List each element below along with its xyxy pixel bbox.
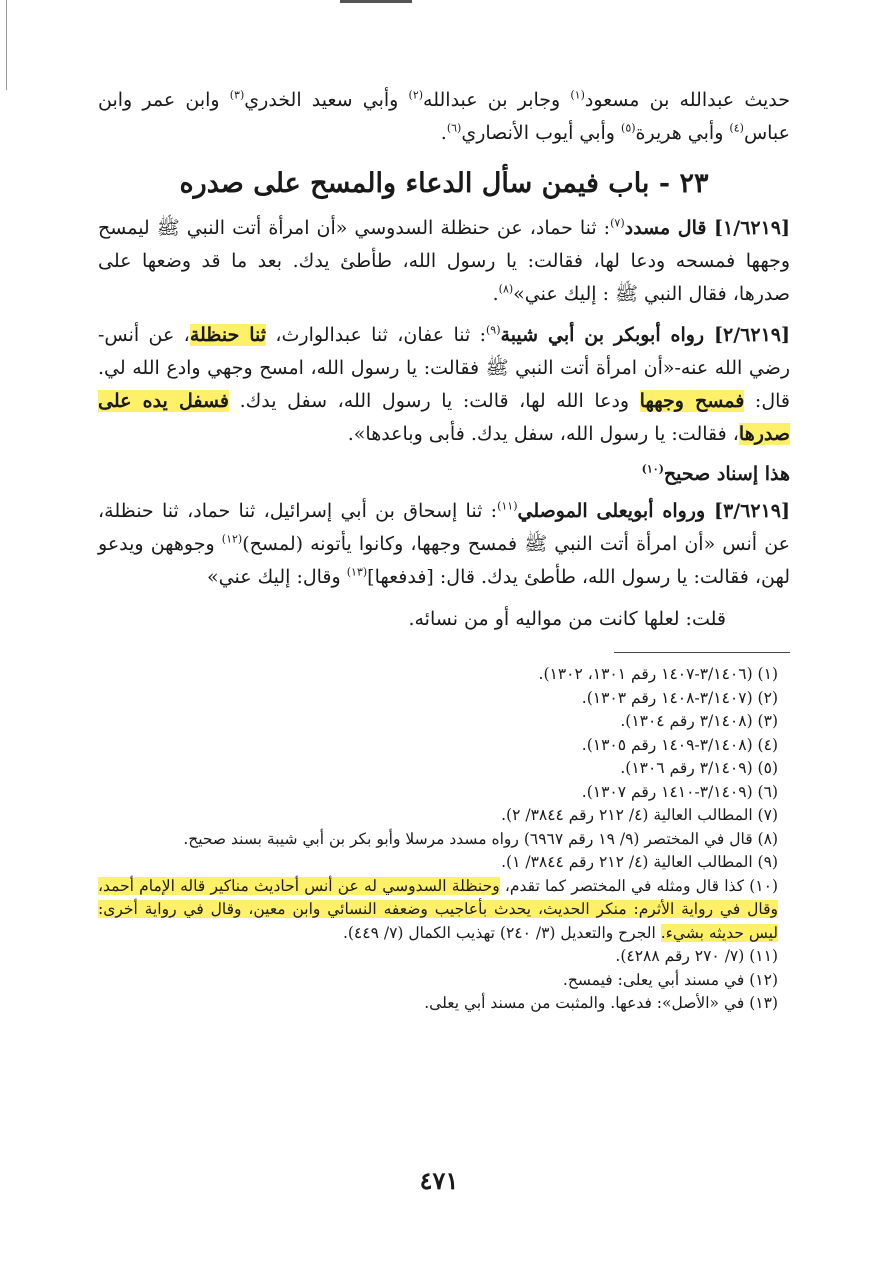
hadith-2: [٢/٦٢١٩] رواه أبوبكر بن أبي شيبة$^{(٩)}$: ثنا عفان، ثنا عبدالوارث، ثنا حنظلة، عن أنس- رضي الله عنه-«أن امرأة أتت النبي ﷺ فقالت: يا رسول الله، امسح وجهي وادع الله لي. قال: فمسح وجهها ودعا الله لها، قالت: يا رسول الله، سفل يدك. فسفل يده على صدرها، فقالت: يا رسول الله، سفل يدك. فأبى وباعدها».	[98, 323, 790, 445]
footnote: (١) (٣/١٤٠٦-١٤٠٧ رقم ١٣٠١، ١٣٠٢).	[538, 665, 778, 683]
chapter-title: ٢٣ - باب فيمن سأل الدعاء والمسح على صدره	[179, 168, 709, 199]
highlight: وحنظلة السدوسي له عن أنس أحاديث مناكير قاله الإمام أحمد، وقال في رواية الأثرم: منكر الحديث، يحدث بأعاجيب وضعفه النسائي وابن معين، وقال في رواية أخرى: ليس حديثه بشيء.	[98, 876, 778, 942]
author-comment: قلت: لعلها كانت من مواليه أو من نسائه.	[408, 608, 726, 630]
hadith-source: قال مسدد	[624, 217, 715, 239]
hadith-source: ورواه أبويعلى الموصلي	[517, 500, 715, 522]
footnote: (١٢) في مسند أبي يعلى: فيمسح.	[562, 970, 778, 989]
footnote: (٢) (٣/١٤٠٧-١٤٠٨ رقم ١٣٠٣).	[581, 688, 778, 707]
footnote: (٩) المطالب العالية (٤/ ٢١٢ رقم ٣٨٤٤/ ١).	[501, 853, 778, 871]
footnote: (٥) (٣/١٤٠٩ رقم ١٣٠٦).	[620, 759, 778, 777]
highlight: فمسح وجهها	[639, 390, 745, 412]
footnote: (٣) (٣/١٤٠٨ رقم ١٣٠٤).	[620, 712, 778, 730]
footnote: (٧) المطالب العالية (٤/ ٢١٢ رقم ٣٨٤٤/ ٢).	[501, 806, 778, 824]
footnote: (٦) (٣/١٤٠٩-١٤١٠ رقم ١٣٠٧).	[581, 782, 778, 801]
hadith-number: [٣/٦٢١٩]	[714, 500, 790, 522]
footnote-separator	[614, 652, 790, 653]
footnote: (٤) (٣/١٤٠٨-١٤٠٩ رقم ١٣٠٥).	[581, 735, 778, 754]
page-number: ٤٧١	[419, 1166, 459, 1195]
footnote-10: (١٠) كذا قال ومثله في المختصر كما تقدم، وحنظلة السدوسي له عن أنس أحاديث مناكير قاله الإمام أحمد، وقال في رواية الأثرم: منكر الحديث، يحدث بأعاجيب وضعفه النسائي وابن معين، وقال في رواية أخرى: ليس حديثه بشيء. الجرح والتعديل (٣/ ٢٤٠) تهذيب الكمال (٧/ ٤٤٩).	[98, 876, 778, 942]
left-margin-line	[6, 0, 7, 90]
isnad-verdict: هذا إسناد صحيح$^{(١٠)}$	[641, 462, 790, 485]
footnote: (١١) (٧/ ٢٧٠ رقم ٤٢٨٨).	[615, 947, 778, 965]
footnote: (١٣) في «الأصل»: فدعها. والمثبت من مسند أبي يعلى.	[424, 994, 778, 1012]
intro-paragraph: حديث عبدالله بن مسعود$^{(١)}$ وجابر بن عبدالله$^{(٢)}$ وأبي سعيد الخدري$^{(٣)}$ وابن عمر وابن عباس$^{(٤)}$ وأبي هريرة$^{(٥)}$ وأبي أيوب الأنصاري$^{(٦)}$.	[98, 88, 790, 144]
hadith-3: [٣/٦٢١٩] ورواه أبويعلى الموصلي$^{(١١)}$: ثنا إسحاق بن أبي إسرائيل، ثنا حماد، ثنا حنظلة، عن أنس «أن امرأة أتت النبي ﷺ فمسح وجهها، وكانوا يأتونه (لمسح)$^{(١٢)}$ وجوههن ويدعو لهن، فقالت: يا رسول الله، طأطئ يدك. قال: [فدفعها]$^{(١٣)}$ وقال: إليك عني»	[98, 499, 790, 588]
top-rule	[340, 0, 412, 3]
page-body	[98, 84, 790, 1016]
hadith-number: [١/٦٢١٩]	[714, 217, 791, 239]
highlight: ثنا حنظلة	[189, 324, 267, 346]
hadith-1: [١/٦٢١٩] قال مسدد$^{(٧)}$: ثنا حماد، عن حنظلة السدوسي «أن امرأة أتت النبي ﷺ ليمسح وجهها فمسحه ودعا لها، فقالت: يا رسول الله، طأطئ يدك. بعد ما قد وضعها على صدرها، فقال النبي ﷺ : إليك عني»$^{(٨)}$.	[98, 216, 791, 305]
highlight: فسفل يده على صدرها	[98, 390, 790, 445]
footnotes	[98, 663, 790, 1016]
hadith-source: رواه أبوبكر بن أبي شيبة	[500, 324, 715, 346]
hadith-number: [٢/٦٢١٩]	[714, 324, 790, 346]
footnote: (٨) قال في المختصر (٩/ ١٩ رقم ٦٩٦٧) رواه مسدد مرسلا وأبو بكر بن أبي شيبة بسند صحيح.	[183, 829, 778, 848]
